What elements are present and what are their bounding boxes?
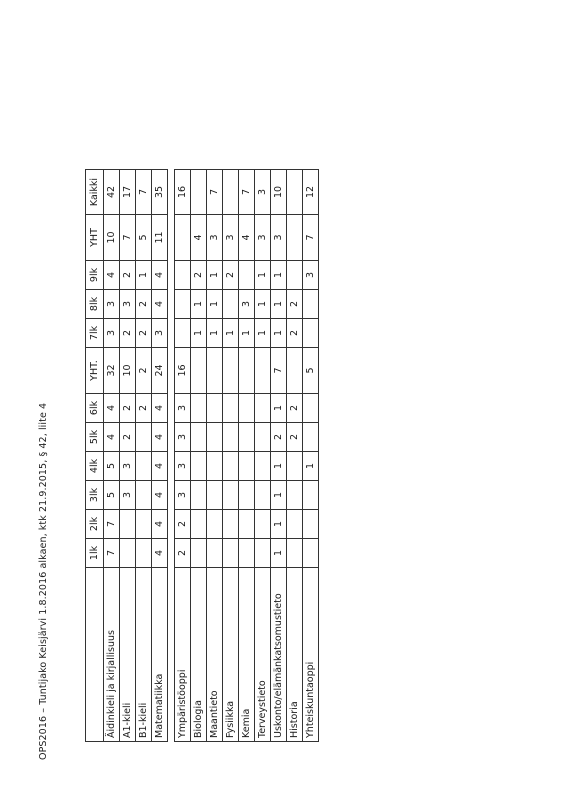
hours-cell — [303, 394, 319, 423]
hours-cell — [223, 348, 239, 394]
subject-cell: Kemia — [239, 568, 255, 742]
hours-cell — [136, 423, 152, 452]
hours-cell: 1 — [239, 319, 255, 348]
hours-cell — [175, 215, 191, 261]
hours-cell — [207, 423, 223, 452]
hours-cell — [255, 452, 271, 481]
hours-cell: 7 — [239, 170, 255, 215]
table-row — [120, 170, 136, 742]
table-row — [175, 170, 191, 742]
hours-cell: 4 — [239, 215, 255, 261]
hours-cell: 1 — [271, 319, 287, 348]
hours-cell: 2 — [136, 394, 152, 423]
hours-cell: 5 — [303, 348, 319, 394]
hours-cell — [287, 481, 303, 510]
hours-cell — [207, 539, 223, 568]
hours-cell — [255, 539, 271, 568]
hours-cell: 12 — [303, 170, 319, 215]
hours-cell — [191, 539, 207, 568]
hours-cell — [255, 348, 271, 394]
hours-cell — [255, 481, 271, 510]
header-1lk: 1lk — [86, 539, 104, 568]
hours-cell — [207, 481, 223, 510]
hours-cell: 10 — [120, 348, 136, 394]
hours-cell: 3 — [223, 215, 239, 261]
table-row — [271, 170, 287, 742]
header-6lk: 6lk — [86, 394, 104, 423]
hours-cell — [175, 261, 191, 290]
hours-cell — [223, 394, 239, 423]
hours-cell: 3 — [104, 319, 120, 348]
hours-cell: 1 — [191, 319, 207, 348]
hours-cell: 3 — [175, 452, 191, 481]
curriculum-hours-table — [85, 169, 319, 742]
hours-cell — [136, 452, 152, 481]
hours-cell — [303, 319, 319, 348]
hours-cell: 2 — [136, 348, 152, 394]
hours-cell: 7 — [207, 170, 223, 215]
hours-cell: 3 — [175, 394, 191, 423]
subject-cell: Terveystieto — [255, 568, 271, 742]
hours-cell: 3 — [239, 290, 255, 319]
subject-cell: Yhteiskuntaoppi — [303, 568, 319, 742]
hours-cell — [223, 452, 239, 481]
hours-cell: 3 — [255, 170, 271, 215]
header-4lk: 4lk — [86, 452, 104, 481]
hours-cell — [136, 510, 152, 539]
hours-cell: 3 — [207, 215, 223, 261]
hours-cell: 7 — [104, 510, 120, 539]
hours-cell — [239, 452, 255, 481]
hours-cell — [175, 319, 191, 348]
header-7lk: 7lk — [86, 319, 104, 348]
hours-cell — [223, 510, 239, 539]
hours-cell: 1 — [255, 290, 271, 319]
header-9lk: 9lk — [86, 261, 104, 290]
table-body — [104, 170, 319, 742]
hours-cell — [287, 539, 303, 568]
hours-cell — [303, 510, 319, 539]
hours-cell — [191, 348, 207, 394]
table-row — [152, 170, 168, 742]
hours-cell — [239, 481, 255, 510]
hours-cell: 1 — [207, 261, 223, 290]
hours-cell: 3 — [303, 261, 319, 290]
hours-cell: 2 — [175, 510, 191, 539]
hours-cell: 10 — [104, 215, 120, 261]
hours-cell — [223, 539, 239, 568]
hours-cell — [191, 481, 207, 510]
hours-cell: 4 — [152, 510, 168, 539]
hours-cell: 3 — [120, 290, 136, 319]
hours-cell: 3 — [120, 452, 136, 481]
table-row — [207, 170, 223, 742]
hours-cell — [303, 290, 319, 319]
header-kaikki: Kaikki — [86, 170, 104, 215]
table-header-row — [86, 170, 104, 742]
hours-cell: 2 — [287, 319, 303, 348]
table-row — [239, 170, 255, 742]
hours-cell: 7 — [303, 215, 319, 261]
hours-cell: 2 — [191, 261, 207, 290]
hours-cell — [175, 290, 191, 319]
hours-cell — [239, 348, 255, 394]
header-5lk: 5lk — [86, 423, 104, 452]
hours-cell — [303, 423, 319, 452]
hours-cell — [136, 481, 152, 510]
subject-cell: A1-kieli — [120, 568, 136, 742]
hours-cell — [239, 510, 255, 539]
hours-cell: 4 — [152, 481, 168, 510]
hours-cell: 42 — [104, 170, 120, 215]
hours-cell: 2 — [287, 290, 303, 319]
hours-cell — [191, 510, 207, 539]
hours-cell: 1 — [255, 319, 271, 348]
spacer-cell — [168, 170, 175, 742]
hours-cell: 1 — [191, 290, 207, 319]
hours-cell: 3 — [175, 481, 191, 510]
hours-cell: 1 — [207, 319, 223, 348]
hours-cell — [239, 539, 255, 568]
hours-cell: 3 — [152, 319, 168, 348]
hours-cell — [287, 452, 303, 481]
hours-cell — [287, 348, 303, 394]
hours-cell: 1 — [271, 261, 287, 290]
hours-cell: 2 — [136, 319, 152, 348]
hours-cell: 5 — [104, 481, 120, 510]
hours-cell: 3 — [104, 290, 120, 319]
hours-cell — [207, 348, 223, 394]
hours-cell: 1 — [303, 452, 319, 481]
hours-cell: 4 — [104, 394, 120, 423]
hours-cell: 1 — [207, 290, 223, 319]
hours-cell — [120, 510, 136, 539]
hours-cell: 2 — [120, 394, 136, 423]
hours-cell: 2 — [120, 423, 136, 452]
hours-cell: 1 — [271, 481, 287, 510]
hours-cell: 1 — [271, 539, 287, 568]
hours-cell — [223, 423, 239, 452]
hours-cell — [223, 481, 239, 510]
hours-cell: 2 — [120, 261, 136, 290]
subject-cell: Uskonto/elämänkatsomustieto — [271, 568, 287, 742]
hours-cell: 16 — [175, 170, 191, 215]
hours-cell — [255, 394, 271, 423]
hours-cell: 2 — [120, 319, 136, 348]
hours-cell: 1 — [271, 290, 287, 319]
hours-cell — [287, 510, 303, 539]
hours-cell — [191, 423, 207, 452]
subject-cell: Maantieto — [207, 568, 223, 742]
hours-cell: 3 — [175, 423, 191, 452]
subject-cell: Biologia — [191, 568, 207, 742]
table-row — [223, 170, 239, 742]
hours-cell — [207, 510, 223, 539]
table-row — [104, 170, 120, 742]
hours-cell — [239, 394, 255, 423]
header-subject — [86, 568, 104, 742]
hours-cell: 35 — [152, 170, 168, 215]
hours-cell: 4 — [152, 423, 168, 452]
table-row — [191, 170, 207, 742]
hours-cell: 2 — [271, 423, 287, 452]
hours-cell — [255, 423, 271, 452]
hours-cell: 4 — [104, 261, 120, 290]
hours-cell: 4 — [152, 261, 168, 290]
hours-cell — [191, 452, 207, 481]
hours-cell: 3 — [255, 215, 271, 261]
hours-cell: 24 — [152, 348, 168, 394]
hours-cell — [136, 539, 152, 568]
hours-cell — [207, 394, 223, 423]
hours-cell: 2 — [175, 539, 191, 568]
hours-cell — [223, 290, 239, 319]
hours-cell — [287, 261, 303, 290]
hours-cell: 2 — [287, 423, 303, 452]
header-yht-1-6: YHT. — [86, 348, 104, 394]
subject-cell: Fysiikka — [223, 568, 239, 742]
hours-cell — [207, 452, 223, 481]
hours-cell: 3 — [120, 481, 136, 510]
hours-cell: 3 — [271, 215, 287, 261]
hours-cell: 1 — [271, 452, 287, 481]
hours-cell: 5 — [104, 452, 120, 481]
hours-cell: 4 — [104, 423, 120, 452]
hours-cell: 32 — [104, 348, 120, 394]
hours-cell: 1 — [136, 261, 152, 290]
hours-cell — [120, 539, 136, 568]
hours-cell: 7 — [120, 215, 136, 261]
hours-cell: 2 — [136, 290, 152, 319]
hours-cell: 11 — [152, 215, 168, 261]
hours-cell: 2 — [287, 394, 303, 423]
table-spacer-row — [168, 170, 175, 742]
subject-cell: B1-kieli — [136, 568, 152, 742]
hours-cell — [255, 510, 271, 539]
subject-cell: Historia — [287, 568, 303, 742]
hours-cell: 2 — [223, 261, 239, 290]
table-row — [303, 170, 319, 742]
hours-cell — [191, 394, 207, 423]
hours-cell: 1 — [271, 394, 287, 423]
document-caption: OPS2016 – Tuntijako Keisjärvi 1.8.2016 alkaen, ktk 21.9.2015, § 42, liite 4 — [38, 402, 49, 760]
hours-cell: 4 — [152, 539, 168, 568]
hours-cell — [239, 261, 255, 290]
hours-cell: 4 — [152, 394, 168, 423]
header-3lk: 3lk — [86, 481, 104, 510]
table-row — [255, 170, 271, 742]
hours-cell: 4 — [152, 452, 168, 481]
table-row — [136, 170, 152, 742]
hours-cell: 4 — [152, 290, 168, 319]
hours-cell: 4 — [191, 215, 207, 261]
hours-cell: 1 — [223, 319, 239, 348]
hours-cell — [303, 539, 319, 568]
hours-cell: 7 — [136, 170, 152, 215]
subject-cell: Ympäristöoppi — [175, 568, 191, 742]
hours-cell — [191, 170, 207, 215]
hours-cell: 17 — [120, 170, 136, 215]
hours-cell: 7 — [104, 539, 120, 568]
table-row — [287, 170, 303, 742]
header-yht-7-9: YHT — [86, 215, 104, 261]
hours-cell: 1 — [271, 510, 287, 539]
hours-cell — [239, 423, 255, 452]
hours-cell — [287, 170, 303, 215]
hours-cell — [303, 481, 319, 510]
hours-cell: 7 — [271, 348, 287, 394]
hours-cell: 10 — [271, 170, 287, 215]
subject-cell: Matematiikka — [152, 568, 168, 742]
hours-cell — [223, 170, 239, 215]
header-2lk: 2lk — [86, 510, 104, 539]
subject-cell: Äidinkieli ja kirjallisuus — [104, 568, 120, 742]
hours-cell: 5 — [136, 215, 152, 261]
hours-cell — [287, 215, 303, 261]
hours-cell: 16 — [175, 348, 191, 394]
header-8lk: 8lk — [86, 290, 104, 319]
hours-cell: 1 — [255, 261, 271, 290]
